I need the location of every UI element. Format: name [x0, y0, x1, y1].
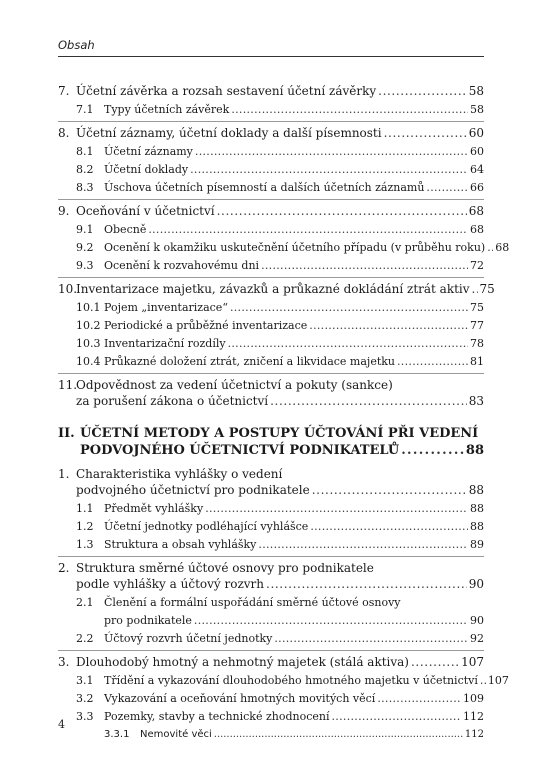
dot-leader: [426, 179, 468, 197]
entry-title: Inventarizační rozdíly: [104, 337, 226, 350]
entry-page: 68: [495, 241, 510, 254]
entry-title: Inventarizace majetku, závazků a průkazné dokládání ztrát aktiv: [76, 282, 470, 296]
dot-leader: [195, 143, 468, 161]
dot-leader: [384, 125, 467, 141]
dot-leader: [261, 257, 468, 275]
toc-chapter[interactable]: [58, 650, 484, 672]
entry-title: Nemovité věci: [140, 729, 212, 740]
entry-title: Ocenění k okamžiku uskutečnění účetního případu (v průběhu roku): [104, 241, 486, 254]
entry-title: Ocenění k rozvahovému dni: [104, 259, 260, 272]
dot-leader: [312, 482, 467, 498]
toc-subsection[interactable]: [58, 239, 510, 257]
entry-page: 92: [470, 632, 484, 645]
toc-chapter[interactable]: [58, 80, 484, 101]
entry-page: 112: [464, 729, 484, 740]
entry-title: Členění a formální uspořádání směrné účtové osnovy: [104, 596, 401, 609]
toc-subsection[interactable]: [58, 257, 484, 275]
entry-number: 2.: [58, 561, 70, 575]
entry-page: 78: [470, 337, 484, 350]
entry-number: 9.2: [76, 241, 94, 254]
entry-page: 90: [468, 577, 484, 591]
page-number: 4: [58, 718, 65, 731]
entry-page: 88: [468, 483, 484, 497]
entry-title: Účetní záznamy: [104, 145, 193, 158]
toc-subsection[interactable]: [58, 518, 484, 536]
dot-leader: [266, 576, 467, 592]
toc-chapter[interactable]: [58, 556, 484, 594]
entry-title: Dlouhodobý hmotný a nehmotný majetek (stálá aktiva): [76, 655, 409, 669]
toc-chapter[interactable]: [58, 121, 484, 143]
entry-title: za porušení zákona o účetnictví: [76, 394, 269, 408]
entry-number: 11.: [58, 378, 78, 392]
entry-number: 1.: [58, 467, 70, 481]
dot-leader: [377, 690, 461, 708]
entry-title: Charakteristika vyhlášky o vedení: [76, 467, 283, 481]
entry-page: 64: [470, 163, 484, 176]
entry-title: Účetní doklady: [104, 163, 189, 176]
entry-title: ÚČETNÍ METODY A POSTUPY ÚČTOVÁNÍ PŘI VEDENÍ: [80, 426, 479, 441]
toc-subsection[interactable]: [58, 536, 484, 554]
entry-number: 7.1: [76, 103, 94, 116]
toc-subsection[interactable]: [58, 672, 509, 690]
dot-leader: [487, 239, 493, 257]
entry-page: 60: [468, 126, 484, 140]
entry-number: II.: [58, 426, 75, 441]
entry-title: Typy účetních závěrek: [104, 103, 230, 116]
entry-page: 89: [470, 538, 484, 551]
dot-leader: [378, 83, 467, 99]
entry-number: 10.: [58, 282, 78, 296]
toc-subsection[interactable]: [58, 335, 484, 353]
toc-subsection[interactable]: [58, 594, 484, 630]
entry-title: Účetní závěrka a rozsah sestavení účetní závěrky: [76, 84, 377, 98]
entry-page: 112: [463, 710, 484, 723]
entry-title: Pojem „inventarizace“: [104, 301, 228, 314]
dot-leader: [214, 726, 463, 743]
entry-page: 88: [465, 443, 484, 458]
dot-leader: [397, 353, 468, 371]
dot-leader: [231, 101, 468, 119]
dot-leader: [148, 221, 468, 239]
entry-number: 10.4: [76, 355, 101, 368]
entry-page: 58: [470, 103, 484, 116]
entry-page: 90: [470, 614, 484, 627]
entry-number: 1.2: [76, 520, 94, 533]
toc-subsection[interactable]: [58, 161, 484, 179]
entry-page: 88: [470, 502, 484, 515]
running-head: Obsah: [58, 38, 95, 52]
toc-subsection[interactable]: [58, 299, 484, 317]
dot-leader: [401, 442, 464, 459]
entry-number: 1.3: [76, 538, 94, 551]
entry-page: 109: [463, 692, 484, 705]
entry-number: 9.: [58, 204, 70, 218]
toc-subsection[interactable]: [58, 143, 484, 161]
entry-page: 68: [470, 223, 484, 236]
toc-chapter[interactable]: [58, 199, 484, 221]
toc-chapter[interactable]: [58, 373, 484, 411]
entry-title: Periodické a průběžné inventarizace: [104, 319, 308, 332]
entry-page: 72: [470, 259, 484, 272]
dot-leader: [217, 203, 467, 219]
entry-number: 2.2: [76, 632, 94, 645]
entry-number: 3.1: [76, 674, 94, 687]
entry-title: Průkazné doložení ztrát, zničení a likvidace majetku: [104, 355, 396, 368]
entry-page: 58: [468, 84, 484, 98]
entry-page: 88: [470, 520, 484, 533]
toc-chapter[interactable]: [58, 463, 484, 500]
entry-title: Struktura a obsah vyhlášky: [104, 538, 257, 551]
entry-title: Obecně: [104, 223, 147, 236]
toc-part[interactable]: [58, 425, 484, 463]
dot-leader: [472, 281, 478, 297]
entry-title: Účtový rozvrh účetní jednotky: [104, 632, 273, 645]
entry-number: 1.1: [76, 502, 94, 515]
toc-subsection[interactable]: [58, 353, 484, 371]
entry-title: Pozemky, stavby a technické zhodnocení: [104, 710, 330, 723]
entry-number: 8.2: [76, 163, 94, 176]
toc-subsection[interactable]: [58, 708, 484, 726]
entry-number: 9.3: [76, 259, 94, 272]
entry-title: Třídění a vykazování dlouhodobého hmotného majetku v účetnictví: [104, 674, 478, 687]
entry-number: 3.3: [76, 710, 94, 723]
entry-number: 10.3: [76, 337, 101, 350]
toc-subsection[interactable]: [58, 101, 484, 119]
entry-number: 10.1: [76, 301, 101, 314]
entry-number: 3.3.1: [104, 729, 130, 740]
entry-title: Účetní jednotky podléhající vyhlášce: [104, 520, 309, 533]
entry-title: podvojného účetnictví pro podnikatele: [76, 483, 310, 497]
entry-number: 8.1: [76, 145, 94, 158]
entry-title: Odpovědnost za vedení účetnictví a pokuty (sankce): [76, 378, 393, 392]
entry-number: 10.2: [76, 319, 101, 332]
entry-title: Účetní záznamy, účetní doklady a další písemnosti: [76, 126, 382, 140]
toc-chapter[interactable]: [58, 277, 495, 299]
dot-leader: [190, 161, 468, 179]
table-of-contents: [58, 80, 510, 743]
entry-number: 3.2: [76, 692, 94, 705]
entry-page: 83: [468, 394, 484, 408]
entry-number: 7.: [58, 84, 70, 98]
entry-page: 77: [470, 319, 484, 332]
entry-page: 68: [468, 204, 484, 218]
header-rule: [58, 56, 484, 57]
entry-number: 9.1: [76, 223, 94, 236]
entry-page: 107: [461, 655, 484, 669]
entry-title: Úschova účetních písemností a dalších účetních záznamů: [104, 181, 425, 194]
dot-leader: [270, 393, 467, 409]
dot-leader: [411, 654, 459, 670]
dot-leader: [332, 708, 461, 726]
entry-page: 75: [479, 282, 495, 296]
entry-number: 3.: [58, 655, 70, 669]
dot-leader: [480, 672, 486, 690]
entry-title: Struktura směrné účtové osnovy pro podnikatele: [76, 561, 374, 575]
entry-page: 81: [470, 355, 484, 368]
entry-number: 8.: [58, 126, 70, 140]
toc-subsection[interactable]: [58, 317, 484, 335]
dot-leader: [258, 536, 468, 554]
toc-subsection[interactable]: [58, 500, 484, 518]
toc-subsection[interactable]: [58, 179, 484, 197]
entry-title: Oceňování v účetnictví: [76, 204, 215, 218]
dot-leader: [205, 500, 468, 518]
entry-title: Předmět vyhlášky: [104, 502, 204, 515]
dot-leader: [309, 317, 468, 335]
toc-subsection[interactable]: [58, 690, 484, 708]
entry-number: 2.1: [76, 596, 94, 609]
dot-leader: [194, 612, 468, 630]
toc-subsection[interactable]: [58, 221, 484, 239]
entry-number: 8.3: [76, 181, 94, 194]
entry-title: podle vyhlášky a účtový rozvrh: [76, 577, 265, 591]
dot-leader: [230, 299, 468, 317]
dot-leader: [228, 335, 468, 353]
toc-subsection[interactable]: [58, 630, 484, 648]
entry-title: Vykazování a oceňování hmotných movitých věcí: [104, 692, 376, 705]
entry-title: PODVOJNÉHO ÚČETNICTVÍ PODNIKATELŮ: [80, 443, 400, 458]
entry-title: pro podnikatele: [104, 614, 192, 627]
dot-leader: [310, 518, 468, 536]
dot-leader: [274, 630, 468, 648]
entry-page: 60: [470, 145, 484, 158]
entry-page: 75: [470, 301, 484, 314]
entry-page: 66: [470, 181, 484, 194]
entry-page: 107: [487, 674, 509, 687]
toc-subsubsection[interactable]: [58, 726, 484, 743]
